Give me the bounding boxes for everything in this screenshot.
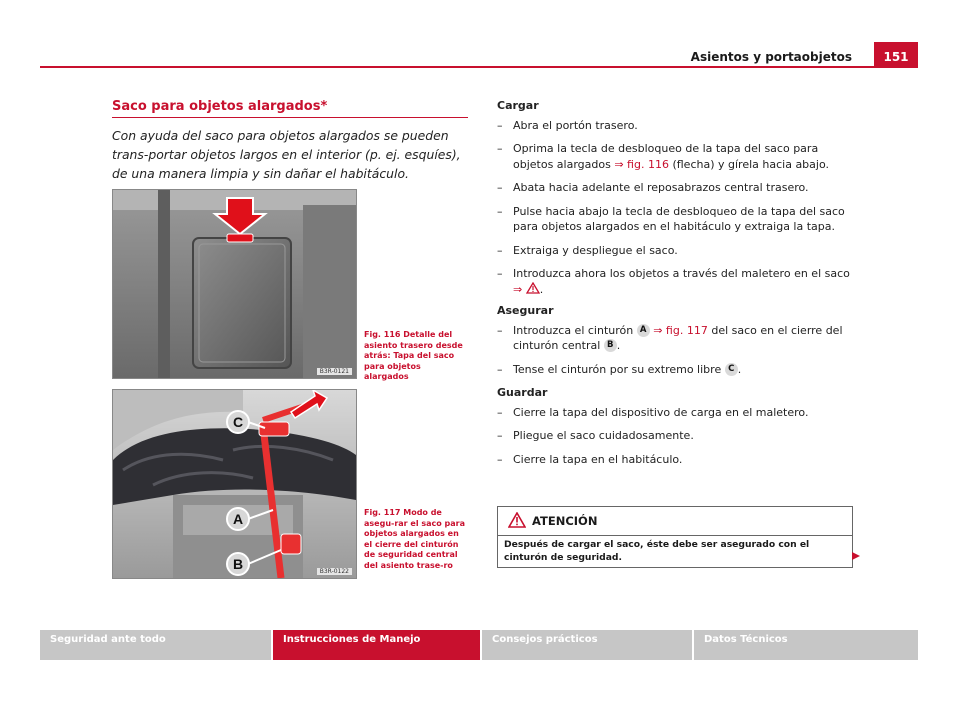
step-store-1: – Cierre la tapa del dispositivo de carga en el maletero.	[497, 405, 809, 419]
step-load-4: – Pulse hacia abajo la tecla de desbloqueo de la tapa del saco para objetos alargados en el habitáculo y extraiga la tapa.	[497, 204, 845, 233]
warning-icon	[508, 512, 526, 528]
header-rule	[40, 66, 874, 68]
figure-116-reference[interactable]: ⇒ fig. 116	[614, 157, 669, 171]
step-secure-2: – Tense el cinturón por su extremo libre C .	[497, 362, 742, 376]
figure-117-label-c: C	[232, 414, 244, 430]
warning-triangle-icon	[526, 282, 540, 294]
figure-116-image	[112, 189, 357, 379]
figure-117-label-b: B	[232, 556, 244, 572]
figure-117-code: B3R-0122	[317, 568, 352, 575]
figure-117-caption: Fig. 117 Modo de asegu-rar el saco para objetos alargados en el cierre del cinturón de seguridad central del asiento trase-ro	[364, 508, 466, 570]
figure-116-code: B3R-0121	[317, 368, 352, 375]
step-secure-1: – Introduzca el cinturón A ⇒ fig. 117 del saco en el cierre del cinturón central B .	[497, 323, 843, 352]
continue-arrow-icon	[851, 551, 861, 561]
warning-box	[497, 506, 853, 568]
page-number: 151	[874, 42, 918, 68]
step-load-2: – Oprima la tecla de desbloqueo de la tapa del saco para objetos alargados ⇒ fig. 116 (flecha) y gírela hacia abajo.	[497, 142, 829, 171]
label-b-badge: B	[604, 339, 617, 352]
warning-text: Después de cargar el saco, éste debe ser asegurado con el cinturón de seguridad.	[504, 539, 810, 563]
section-title-rule	[112, 117, 468, 118]
step-load-6: – Introduzca ahora los objetos a través del maletero en el saco ⇒ .	[497, 267, 850, 296]
section-title: Saco para objetos alargados*	[112, 99, 328, 114]
running-header-title: Asientos y portaobjetos	[690, 50, 852, 64]
step-load-5: – Extraiga y despliegue el saco.	[497, 243, 678, 257]
footer-tab-instrucciones[interactable]: Instrucciones de Manejo	[273, 630, 480, 660]
instructions-column	[497, 98, 857, 467]
section-intro: Con ayuda del saco para objetos alargados se pueden trans-portar objetos largos en el interior (p. ej. esquíes), de una manera limpia y sin dañar el habitáculo.	[112, 128, 461, 181]
footer-tab-datos[interactable]: Datos Técnicos	[694, 630, 918, 660]
warning-reference-arrow[interactable]: ⇒	[513, 282, 523, 296]
step-store-3: – Cierre la tapa en el habitáculo.	[497, 452, 683, 466]
step-store-2: – Pliegue el saco cuidadosamente.	[497, 429, 694, 442]
warning-title: ATENCIÓN	[532, 514, 598, 528]
step-load-3: – Abata hacia adelante el reposabrazos central trasero.	[497, 181, 809, 194]
label-c-badge: C	[725, 363, 738, 376]
heading-load: Cargar	[497, 99, 539, 112]
footer-tab-consejos[interactable]: Consejos prácticos	[482, 630, 692, 660]
heading-store: Guardar	[497, 386, 548, 399]
heading-secure: Asegurar	[497, 304, 554, 317]
footer-tab-seguridad[interactable]: Seguridad ante todo	[40, 630, 271, 660]
label-a-badge: A	[637, 324, 650, 337]
figure-117-image	[112, 389, 357, 579]
figure-117-reference[interactable]: ⇒ fig. 117	[649, 323, 708, 337]
step-load-1: – Abra el portón trasero.	[497, 118, 638, 132]
figure-117-label-a: A	[232, 511, 244, 527]
warning-header	[498, 507, 852, 536]
figure-116-caption: Fig. 116 Detalle del asiento trasero desde atrás: Tapa del saco para objetos alargados	[364, 330, 463, 381]
